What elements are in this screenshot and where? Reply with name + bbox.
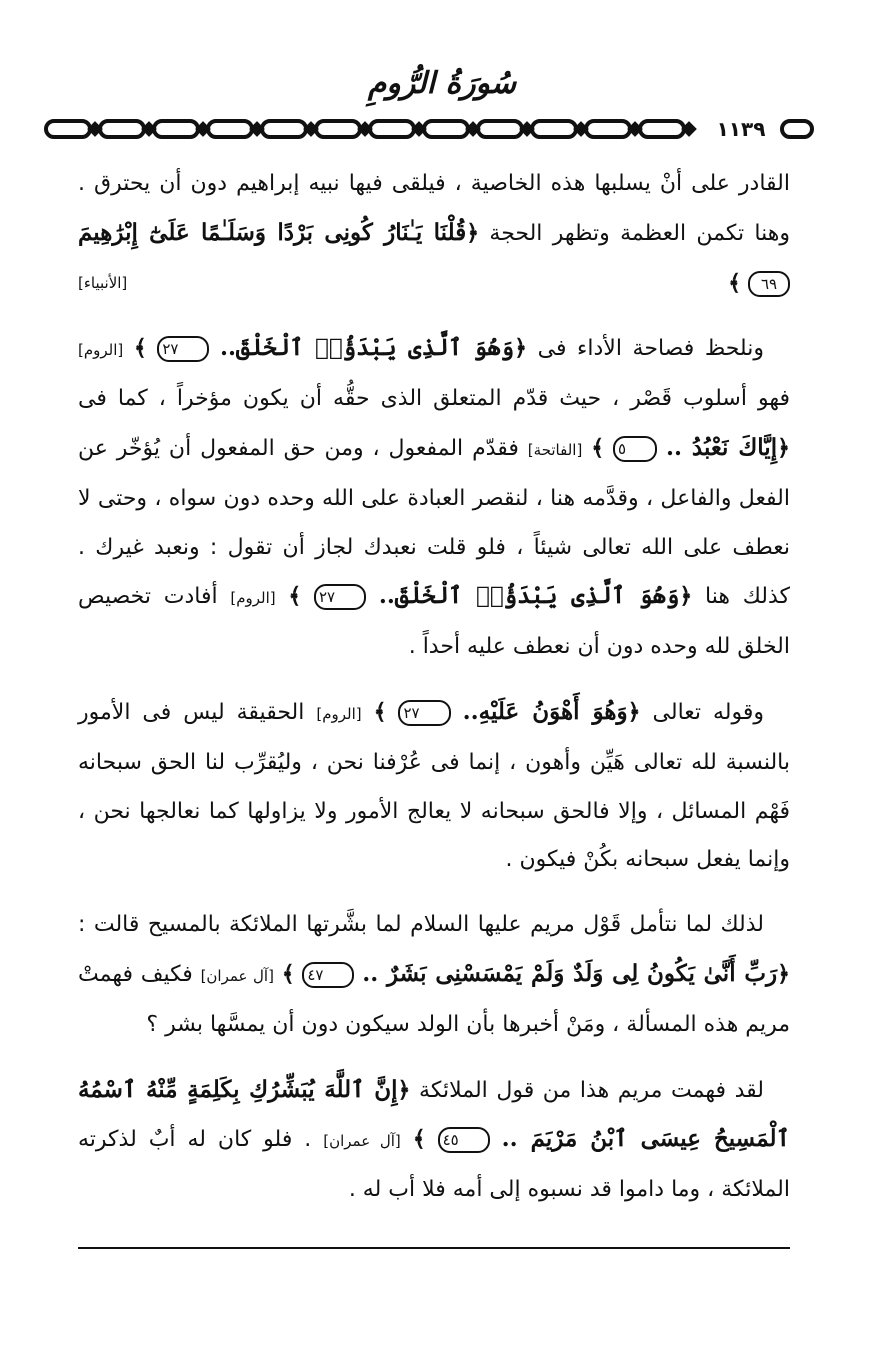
quran-quote: وَهُوَ ٱلَّذِى يَبْدَؤُا۟ ٱلْخَلْقَ.. — [378, 582, 680, 610]
ornament-link — [424, 121, 468, 137]
surah-title: سُورَةُ الرُّومِ — [367, 66, 517, 101]
surah-reference: [الروم] — [78, 341, 124, 360]
text: لذلك لما نتأمل قَوْل مريم عليها السلام لما بشَّرتها الملائكة بالمسيح قالت : — [78, 912, 764, 938]
ornament-link — [154, 121, 198, 137]
text: لقد فهمت مريم هذا من قول الملائكة — [419, 1077, 764, 1103]
surah-reference: [الفاتحة] — [527, 440, 583, 459]
quran-bracket-open: ﴿ — [777, 434, 790, 461]
paragraph-3 — [78, 688, 790, 885]
footer-rule — [78, 1247, 790, 1249]
ornament-link — [208, 121, 252, 137]
text: فكيف فهمتْ مريم هذه المسألة ، ومَنْ أخبرها بأن الولد سيكون دون أن يمسَّها بشر ؟ — [78, 961, 790, 1037]
surah-reference: [الروم] — [316, 704, 362, 723]
ayah-number-badge: ٥ — [613, 436, 657, 462]
quran-bracket-close: ﴾ — [281, 960, 295, 987]
text: ونلحظ فصاحة الأداء فى — [537, 336, 764, 362]
paragraph-1 — [78, 160, 790, 308]
quran-bracket-open: ﴿ — [466, 219, 480, 246]
quran-quote: قُلْنَا يَـٰنَارُ كُونِى بَرْدًا وَسَلَـٰمًا عَلَىٰٓ إِبْرَٰهِيمَ — [78, 218, 467, 246]
text: . فلو كان له أبٌ لذكرته الملائكة ، وما داموا قد نسبوه إلى أمه فلا أب له . — [78, 1127, 790, 1203]
ayah-number-badge: ٢٧ — [314, 584, 366, 610]
quran-bracket-close: ﴾ — [288, 583, 302, 610]
quran-bracket-open: ﴿ — [679, 583, 693, 610]
ornament-diamond — [684, 124, 694, 134]
ayah-number-badge: ٦٩ — [748, 271, 790, 297]
ornament-link — [640, 121, 684, 137]
quran-bracket-open: ﴿ — [397, 1076, 411, 1103]
ayah-number-badge: ٤٧ — [302, 962, 354, 988]
ornament-link — [46, 121, 90, 137]
surah-reference: [الأنبياء] — [78, 273, 128, 292]
ornament-link — [586, 121, 630, 137]
text: أفادت تخصيص الخلق لله وحده دون أن نعطف عليه أحداً . — [78, 584, 790, 660]
quran-bracket-close: ﴾ — [412, 1126, 426, 1153]
ornament-link — [782, 121, 812, 137]
quran-bracket-close: ﴾ — [728, 269, 741, 296]
header-ornament-border — [44, 114, 816, 144]
text: الحقيقة ليس فى الأمور بالنسبة لله تعالى هَيِّن وأهون ، إنما فى عُرْفنا نحن ، وليُقرِّب لنا الحق سبحانه فَهْم المسائل ، وإلا فالحق سبحانه لا يعالج الأمور ولا يزاولها كما نعالجها نحن ، وإنما يفعل سبحانه بكُنْ فيكون . — [78, 699, 790, 873]
text: فهو أسلوب قَصْر ، حيث قدّم المتعلق الذى حقُّه أن يكون مؤخراً ، كما فى — [78, 386, 790, 412]
text: وقوله تعالى — [652, 699, 765, 725]
ayah-number-badge: ٤٥ — [438, 1127, 490, 1153]
paragraph-4 — [78, 901, 790, 1049]
ornament-link — [262, 121, 306, 137]
ornament-link — [316, 121, 360, 137]
quran-bracket-open: ﴿ — [627, 698, 641, 725]
ayah-number-badge: ٢٧ — [398, 700, 450, 726]
ornament-link — [370, 121, 414, 137]
quran-bracket-close: ﴾ — [373, 698, 387, 725]
page-body — [78, 160, 790, 1231]
paragraph-5 — [78, 1066, 790, 1215]
quran-bracket-open: ﴿ — [777, 960, 790, 987]
quran-bracket-close: ﴾ — [591, 434, 605, 461]
quran-quote: وَهُوَ أَهْوَنُ عَلَيْهِ.. — [462, 697, 628, 725]
quran-quote: إِنَّ ٱللَّهَ يُبَشِّرُكِ بِكَلِمَةٍ مِّنْهُ ٱسْمُهُ ٱلْمَسِيحُ عِيسَى ٱبْنُ مَرْيَمَ .. — [78, 1075, 790, 1153]
quran-bracket-open: ﴿ — [514, 335, 528, 362]
text: القادر على أنْ يسلبها هذه الخاصية ، فيلقى فيها نبيه إبراهيم دون أن يحترق . وهنا تكمن العظمة وتظهر الحجة — [78, 171, 791, 246]
quran-quote: رَبِّ أَنَّىٰ يَكُونُ لِى وَلَدٌ وَلَمْ يَمْسَسْنِى بَشَرٌ .. — [362, 959, 778, 987]
text: فقدّم المفعول ، ومن حق المفعول أن يُؤخّر عن الفعل والفاعل ، وقدَّمه هنا ، لنقصر العبادة على الله وحده دون سواه ، وحتى لا نعطف على الله تعالى شيئاً ، فلو قلت نعبدك لجاز أن تقول : ونعبد غيرك . كذلك هنا — [78, 435, 790, 610]
page-number: ١١٣٩ — [706, 114, 776, 144]
paragraph-2 — [78, 324, 790, 672]
surah-reference: [آل عمران] — [200, 966, 274, 985]
ornament-link — [100, 121, 144, 137]
surah-reference: [الروم] — [230, 589, 276, 608]
ornament-link — [478, 121, 522, 137]
quran-quote: إِيَّاكَ نَعْبُدُ .. — [665, 433, 778, 461]
surah-reference: [آل عمران] — [323, 1132, 401, 1151]
quran-bracket-close: ﴾ — [133, 335, 147, 362]
ayah-number-badge: ٢٧ — [157, 336, 209, 362]
ornament-link — [532, 121, 576, 137]
quran-quote: وَهُوَ ٱلَّذِى يَبْدَؤُا۟ ٱلْخَلْقَ.. — [220, 334, 515, 362]
